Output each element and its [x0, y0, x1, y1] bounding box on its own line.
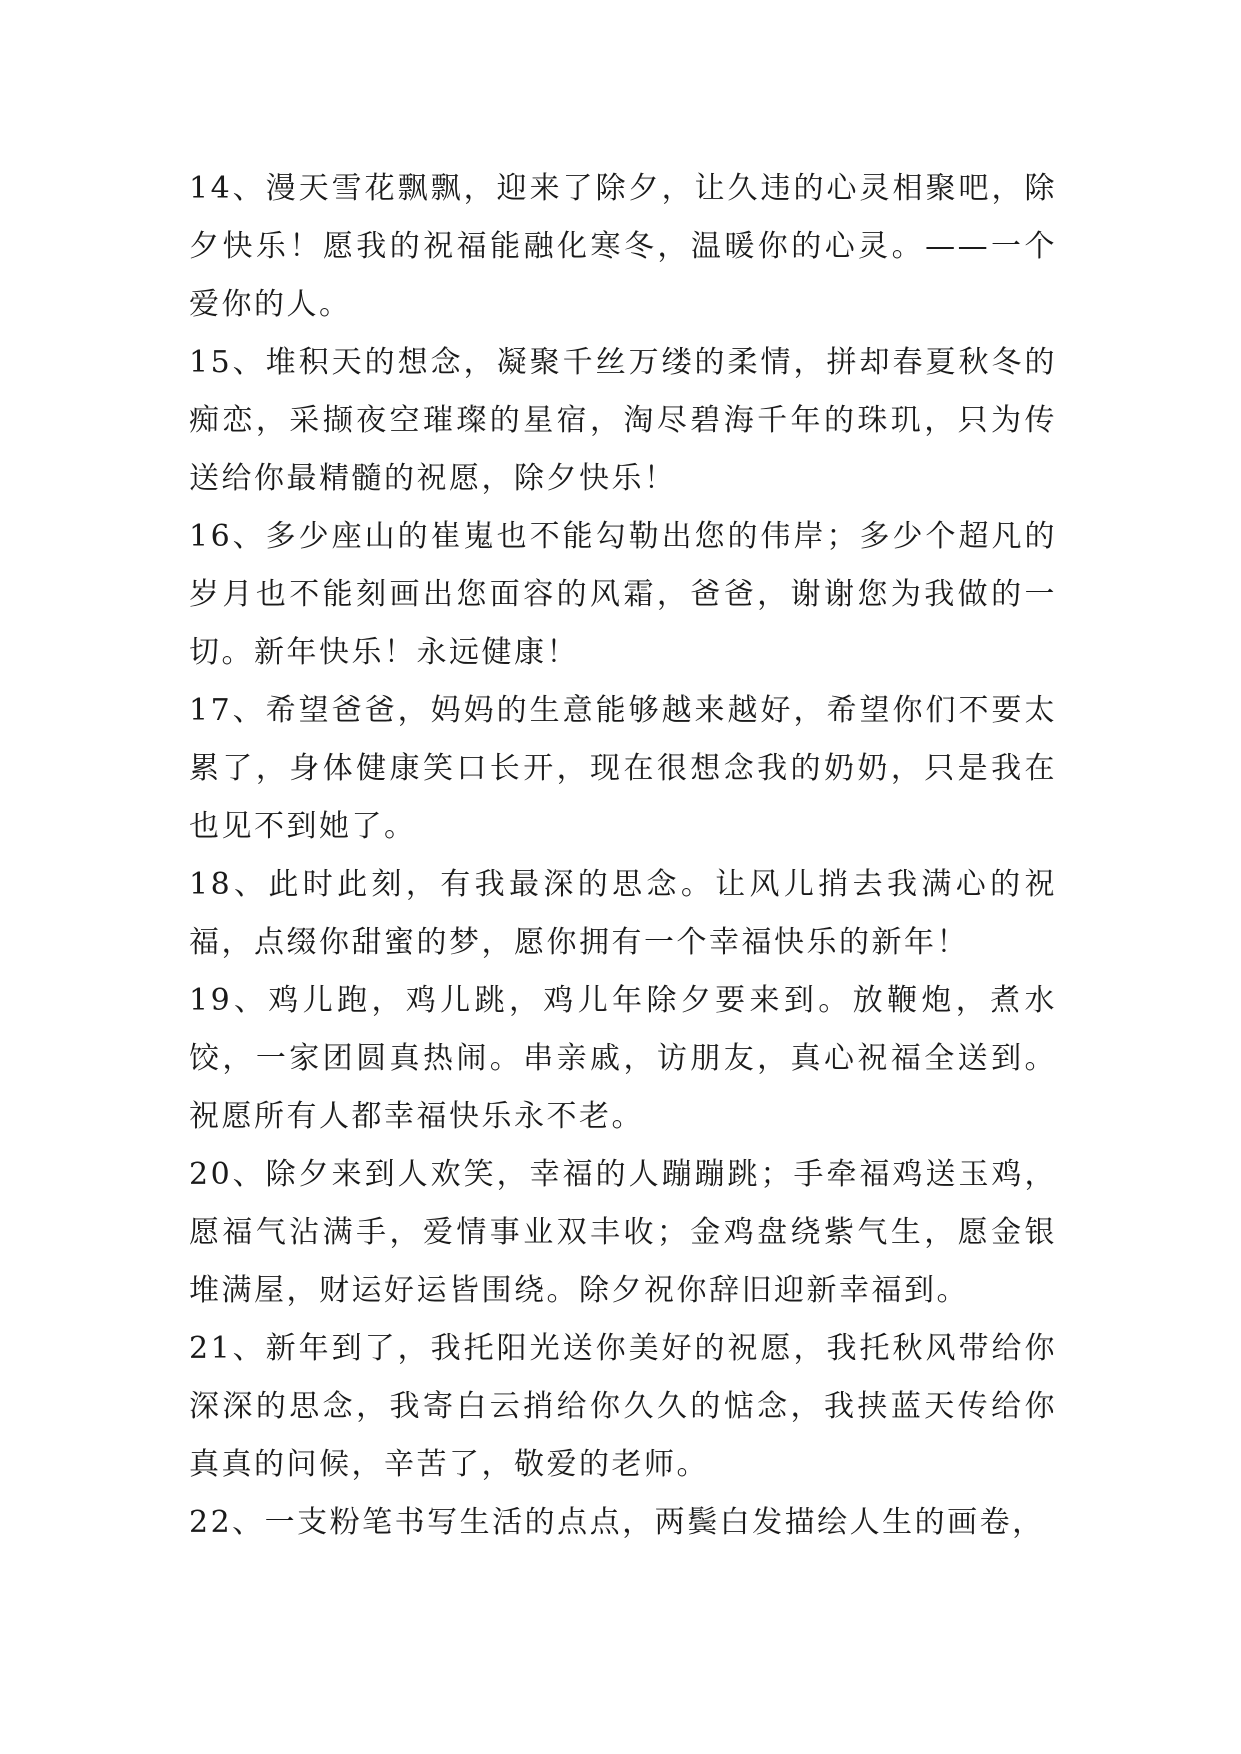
paragraph-21: 21、新年到了，我托阳光送你美好的祝愿，我托秋风带给你深深的思念，我寄白云捎给你久久的惦念，我挟蓝天传给你真真的问候，辛苦了，敬爱的老师。 [189, 1331, 1057, 1482]
paragraph-18: 18、此时此刻，有我最深的思念。让风儿捎去我满心的祝福，点缀你甜蜜的梦，愿你拥有一个幸福快乐的新年！ [189, 867, 1057, 960]
paragraph-14: 14、漫天雪花飘飘，迎来了除夕，让久违的心灵相聚吧，除夕快乐！愿我的祝福能融化寒冬，温暖你的心灵。——一个爱你的人。 [189, 171, 1057, 322]
paragraph-22: 22、一支粉笔书写生活的点点，两鬓白发描绘人生的画卷， [189, 1505, 1045, 1540]
document-body [189, 160, 1057, 1552]
paragraph-16: 16、多少座山的崔嵬也不能勾勒出您的伟岸；多少个超凡的岁月也不能刻画出您面容的风霜，爸爸，谢谢您为我做的一切。新年快乐！永远健康！ [189, 519, 1057, 670]
paragraph-15: 15、堆积天的想念，凝聚千丝万缕的柔情，拼却春夏秋冬的痴恋，采撷夜空璀璨的星宿，淘尽碧海千年的珠玑，只为传送给你最精髓的祝愿，除夕快乐！ [189, 345, 1057, 496]
paragraph-17: 17、希望爸爸，妈妈的生意能够越来越好，希望你们不要太累了，身体健康笑口长开，现在很想念我的奶奶，只是我在也见不到她了。 [189, 693, 1057, 844]
paragraph-20: 20、除夕来到人欢笑，幸福的人蹦蹦跳；手牵福鸡送玉鸡，愿福气沾满手，爱情事业双丰收；金鸡盘绕紫气生，愿金银堆满屋，财运好运皆围绕。除夕祝你辞旧迎新幸福到。 [189, 1157, 1057, 1308]
paragraph-19: 19、鸡儿跑，鸡儿跳，鸡儿年除夕要来到。放鞭炮，煮水饺，一家团圆真热闹。串亲戚，访朋友，真心祝福全送到。祝愿所有人都幸福快乐永不老。 [189, 983, 1057, 1134]
